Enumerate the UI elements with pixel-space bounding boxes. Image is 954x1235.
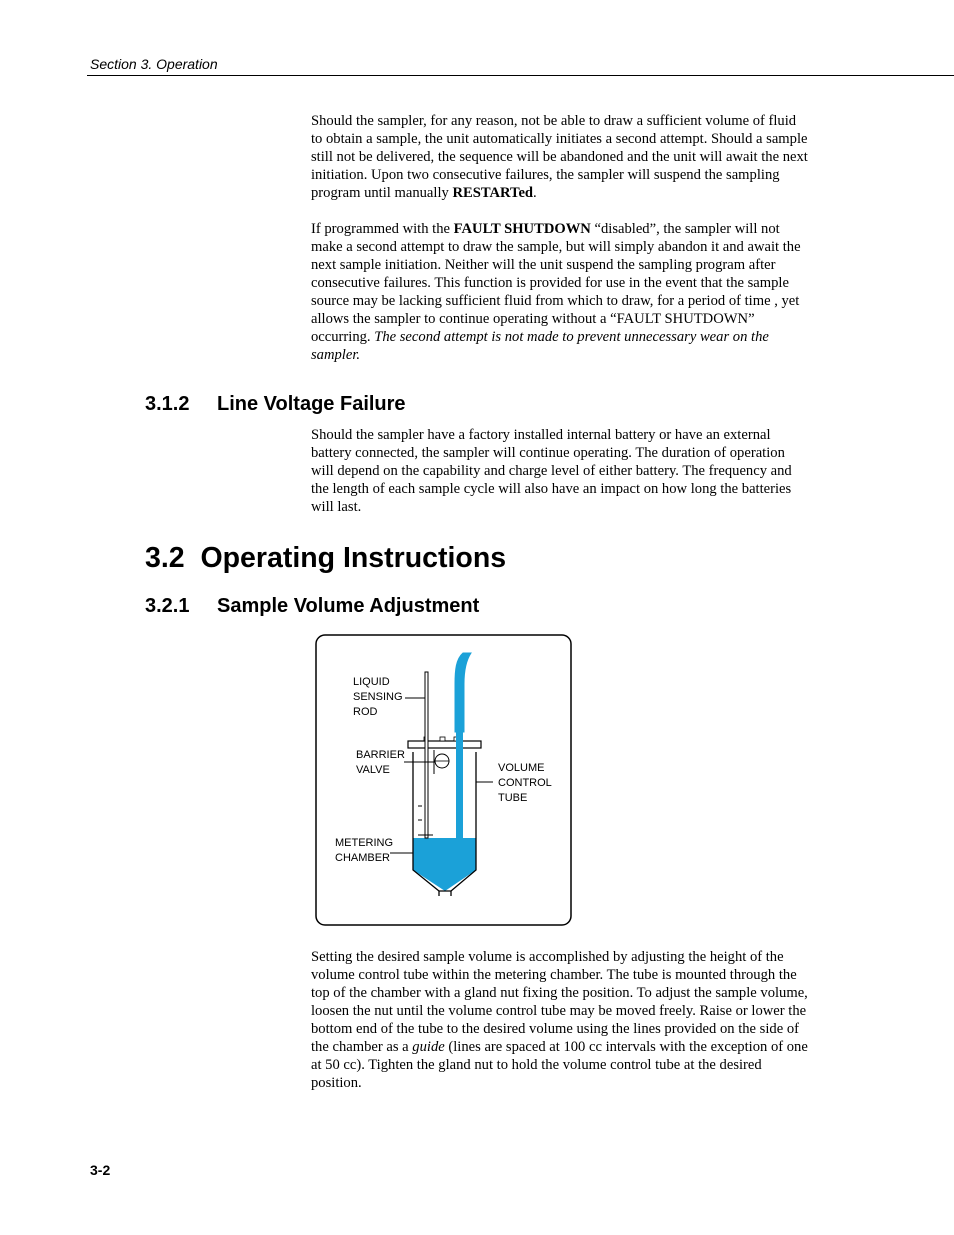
paragraph-italic-note: The second attempt is not made to prevent unnecessary wear on the sampler.	[311, 329, 769, 363]
header-rule	[87, 75, 954, 76]
paragraph-text-post: (lines are spaced at 100 cc intervals with the exception of one at 50 cc). Tighten the gland nut to hold the volume control tube at the desired position.	[311, 1039, 808, 1091]
volume-control-tube-lower	[456, 732, 463, 838]
label-volume: VOLUME	[498, 762, 545, 774]
guide-italic: guide	[412, 1039, 445, 1055]
label-sensing: SENSING	[353, 691, 403, 703]
section-title: Sample Volume Adjustment	[217, 595, 480, 617]
liquid-sensing-rod	[425, 672, 428, 838]
label-chamber: CHAMBER	[335, 852, 391, 864]
label-liquid: LIQUID	[353, 676, 390, 688]
page-number: 3-2	[90, 1162, 111, 1178]
label-tube: TUBE	[498, 792, 528, 804]
label-barrier: BARRIER	[356, 749, 405, 761]
paragraph-text: Should the sampler, for any reason, not be able to draw a sufficient volume of fluid to obtain a sample, the unit automatically initiates a second attempt. Should a sample still not be delivered, the sequence will be abandoned and the unit will await the next initiation. Upon two consecutive failures, the sampler will suspend the sampling program until manually	[311, 113, 808, 201]
paragraph-fault-shutdown	[311, 220, 811, 364]
fault-shutdown-keyword: FAULT SHUTDOWN	[453, 221, 591, 237]
paragraph-text-mid: “disabled”, the sampler will not make a second attempt to draw the sample, but will simply abandon it and await the next sample initiation. Neither will the unit suspend the sampling program after consecutive failures. This function is provided for use in the event that the sample source may be lacking sufficient fluid from which to draw, for a period of time , yet allows the sampler to continue operating without a “FAULT SHUTDOWN” occurring.	[311, 221, 801, 345]
label-rod: ROD	[353, 706, 378, 718]
paragraph-sample-volume	[311, 948, 811, 1092]
heading-sample-volume-adjustment	[145, 595, 479, 618]
section-number: 3.2.1	[145, 595, 190, 617]
sampler-diagram	[315, 634, 572, 926]
heading-line-voltage-failure	[145, 393, 406, 416]
label-control: CONTROL	[498, 777, 552, 789]
paragraph-second-attempt	[311, 112, 811, 202]
paragraph-line-voltage: Should the sampler have a factory installed internal battery or have an external battery connected, the sampler will continue operating. The duration of operation will depend on the capability and charge level of either battery. The frequency and the length of each sample cycle will also have an impact on how long the batteries will last.	[311, 427, 792, 515]
paragraph-text-pre: Setting the desired sample volume is accomplished by adjusting the height of the volume control tube within the metering chamber. The tube is mounted through the top of the chamber with a gland nut fixing the position. To adjust the sample volume, loosen the nut until the volume control tube may be moved freely. Raise or lower the bottom end of the tube to the desired volume using the lines provided on the side of the chamber as a	[311, 949, 808, 1055]
paragraph-end: .	[533, 185, 537, 201]
section-number: 3.2	[145, 542, 185, 574]
running-header: Section 3. Operation	[90, 56, 218, 72]
gland-nut-center	[440, 737, 445, 741]
section-number: 3.1.2	[145, 393, 190, 415]
restarted-keyword: RESTARTed	[452, 185, 534, 201]
chamber-top-plate	[408, 741, 481, 748]
label-metering: METERING	[335, 837, 394, 849]
section-title: Operating Instructions	[200, 542, 507, 574]
label-valve: VALVE	[356, 764, 390, 776]
section-title: Line Voltage Failure	[217, 393, 406, 415]
heading-operating-instructions	[145, 542, 506, 575]
paragraph-text-pre: If programmed with the	[311, 221, 454, 237]
